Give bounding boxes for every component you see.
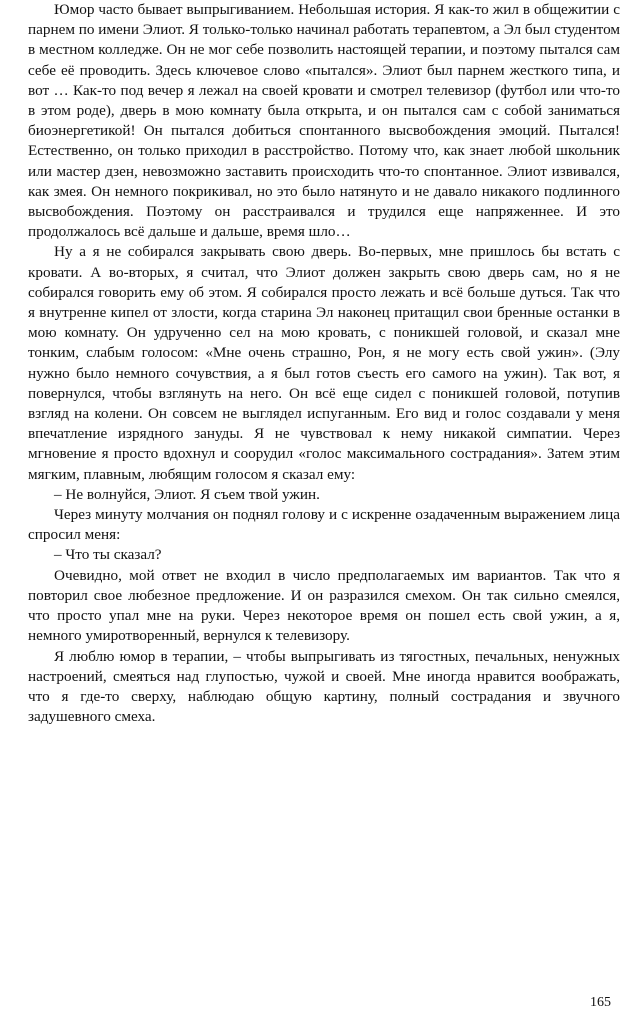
paragraph: – Что ты сказал?: [54, 546, 162, 564]
body-text: [28, 0, 620, 727]
paragraph: Через минуту молчания он поднял голову и с искренне озадаченным выражением лица спросил меня:: [28, 506, 620, 544]
paragraph: Я люблю юмор в терапии, – чтобы выпрыгивать из тягостных, печальных, ненужных настроений, смеяться над глупостью, чужой и своей. Мне иногда нравится воображать, что я где-то сверху, наблюдаю общую картину, полный сострадания и звучного задушевного смеха.: [28, 647, 620, 726]
paragraph: – Не волнуйся, Элиот. Я съем твой ужин.: [54, 485, 320, 503]
paragraph: Ну а я не собирался закрывать свою дверь. Во-первых, мне пришлось бы встать с кровати. А во-вторых, я считал, что Элиот должен закрыть свою дверь сам, но я не собирался говорить ему об этом. Я собирался просто лежать и всё больше дуться. Так что я внутренне кипел от злости, когда старина Эл наконец притащил свои бренные останки в мою комнату. Он удрученно сел на мою кровать, с поникшей головой, и сказал мне тонким, слабым голосом: «Мне очень страшно, Рон, я не могу есть свой ужин». (Элу нужно было немного сочувствия, а я был готов съесть его самого на ужин). Так вот, я повернулся, чтобы взглянуть на него. Он всё еще сидел с поникшей головой, потупив взгляд на колени. Он совсем не выглядел испуганным. Его вид и голос создавали у меня впечатление изрядного зануды. Я не чувствовал к нему никакой симпатии. Через мгновение я просто вдохнул и соорудил «голос максимального сострадания». Затем этим мягким, плавным, любящим голосом я сказал ему:: [28, 243, 620, 483]
page-number: 165: [590, 995, 611, 1010]
paragraph: Юмор часто бывает выпрыгиванием. Небольшая история. Я как-то жил в общежитии с парнем по имени Элиот. Я только-только начинал работать терапевтом, а Эл был студентом в местном колледже. Он не мог себе позволить настоящей терапии, и поэтому пытался сам себе её проводить. Здесь ключевое слово «пытался». Элиот был парнем жесткого типа, и вот … Как-то под вечер я лежал на своей кровати и смотрел телевизор (футбол или что-то в этом роде), дверь в мою комнату была открыта, и он пытался сам с собой заниматься биоэнергетикой! Он пытался добиться спонтанного высвобождения эмоций. Пытался! Естественно, он только приходил в расстройство. Потому что, как знает любой школьник или мастер дзен, невозможно заставить происходить что-то спонтанное. Элиот извивался, как змея. Он немного покрикивал, но это было натянуто и не давало никакого подлинного высвобождения. Поэтому он расстраивался и трудился еще напряженнее. И это продолжалось всё дальше и дальше, время шло…: [28, 1, 620, 241]
paragraph: Очевидно, мой ответ не входил в число предполагаемых им вариантов. Так что я повторил свое любезное предложение. И он разразился смехом. Он так сильно смеялся, что просто упал мне на руки. Через некоторое время он пошел есть свой ужин, а я, немного умиротворенный, вернулся к телевизору.: [28, 566, 620, 645]
